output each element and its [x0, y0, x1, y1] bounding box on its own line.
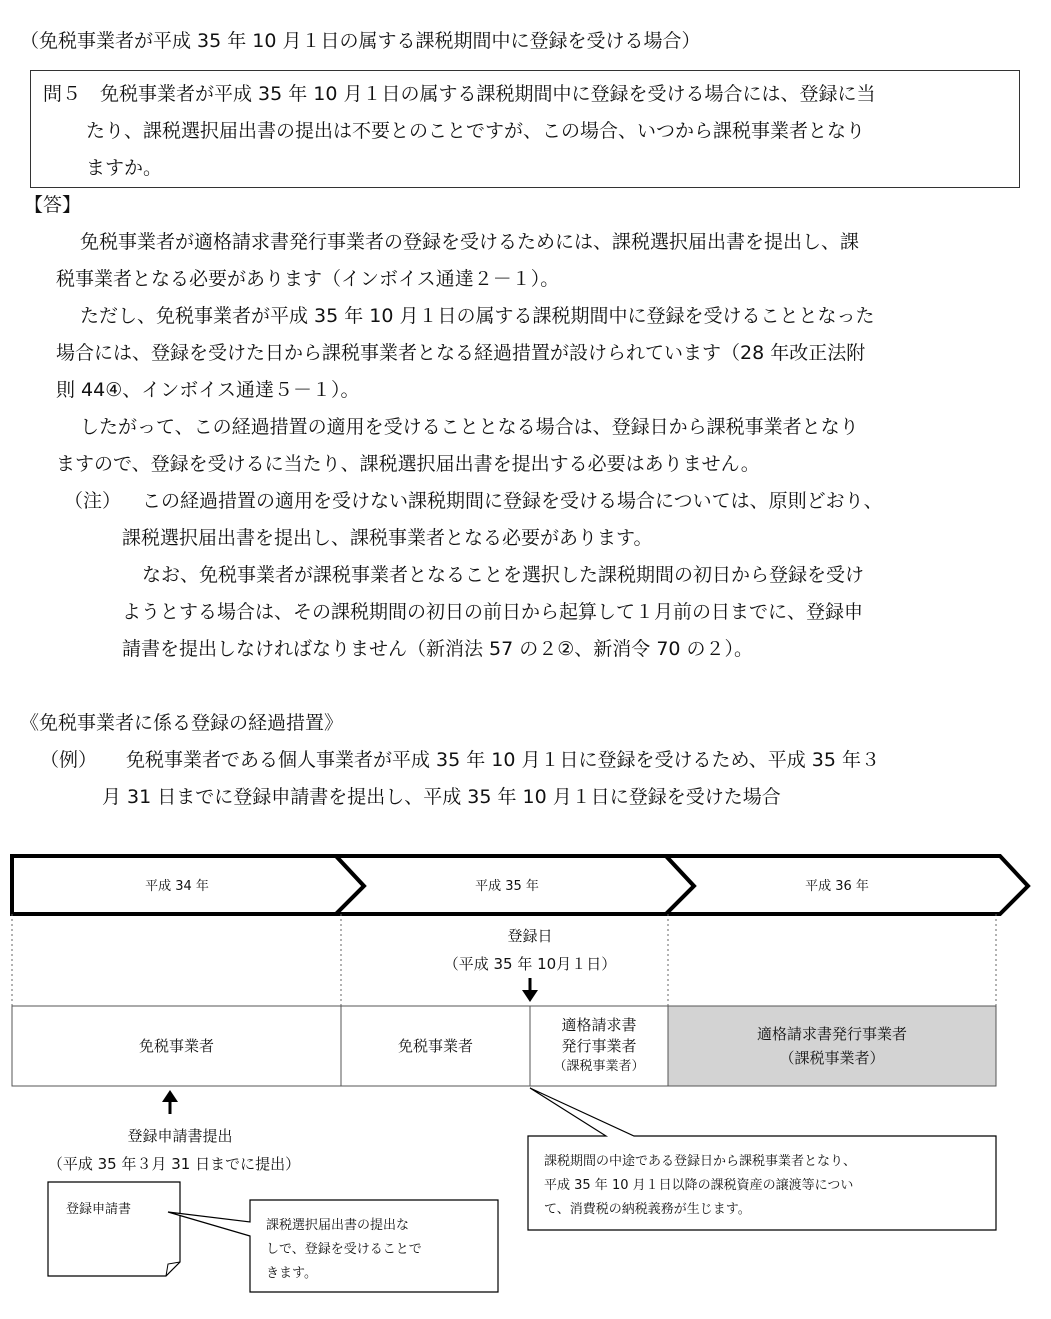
callout-right-line-1: 課税期間の中途である登録日から課税事業者となり、 — [544, 1154, 857, 1169]
note-2-line-1: なお、免税事業者が課税事業者となることを選択した課税期間の初日から登録を受け — [142, 564, 865, 586]
reg-day-label: 登録日 — [507, 927, 553, 945]
callout-right-line-2: 平成 35 年 10 月１日以降の課税資産の譲渡等につい — [544, 1178, 854, 1193]
callout-left-line-2: しで、登録を受けることで — [266, 1242, 422, 1257]
callout-left-line-3: きます。 — [266, 1266, 317, 1281]
year-label-2: 平成 35 年 — [475, 879, 539, 894]
answer-p2-line-2: 場合には、登録を受けた日から課税事業者となる経過措置が設けられています（28 年改正法附 — [56, 342, 866, 364]
answer-p1-line-1: 免税事業者が適格請求書発行事業者の登録を受けるためには、課税選択届出書を提出し、課 — [80, 231, 860, 253]
answer-p2-line-3: 則 44④、インボイス通達５－１）。 — [56, 379, 360, 401]
answer-p3-line-2: ますので、登録を受けるに当たり、課税選択届出書を提出する必要はありません。 — [56, 453, 760, 475]
note-2-line-3: 請書を提出しなければなりません（新消法 57 の２②、新消令 70 の２）。 — [122, 638, 754, 660]
page-heading: （免税事業者が平成 35 年 10 月１日の属する課税期間中に登録を受ける場合） — [20, 30, 701, 52]
status-qualified-line-3: （課税事業者） — [553, 1059, 645, 1074]
answer-label: 【答】 — [24, 194, 82, 216]
example-label: （例） — [40, 749, 98, 771]
status-issuer-line-2: （課税事業者） — [779, 1049, 885, 1067]
callout-left-text — [266, 1214, 422, 1286]
year-label-1: 平成 34 年 — [145, 879, 209, 894]
note-1-line-2: 課税選択届出書を提出し、課税事業者となる必要があります。 — [122, 527, 653, 549]
note-label: （注） — [64, 490, 122, 512]
submit-date: （平成 35 年３月 31 日までに提出） — [47, 1155, 301, 1173]
example-line-2: 月 31 日までに登録申請書を提出し、平成 35 年 10 月１日に登録を受けた場合 — [102, 786, 781, 808]
example-line-1: 免税事業者である個人事業者が平成 35 年 10 月１日に登録を受けるため、平成 35 年３ — [126, 749, 881, 771]
question-line-3: ますか。 — [86, 157, 163, 179]
answer-p1-line-2: 税事業者となる必要があります（インボイス通達２－１）。 — [56, 268, 560, 290]
status-exempt-2: 免税事業者 — [397, 1037, 473, 1055]
status-issuer — [668, 1006, 996, 1086]
status-qualified-line-2: 発行事業者 — [561, 1037, 637, 1055]
status-qualified — [530, 1006, 668, 1086]
submit-label: 登録申請書提出 — [127, 1127, 233, 1145]
callout-left-line-1: 課税選択届出書の提出な — [266, 1218, 410, 1233]
document-label: 登録申請書 — [66, 1202, 132, 1217]
answer-p3-line-1: したがって、この経過措置の適用を受けることとなる場合は、登録日から課税事業者となり — [80, 416, 859, 438]
callout-right-line-3: て、消費税の納税義務が生じます。 — [544, 1202, 751, 1217]
down-arrow-icon — [522, 990, 538, 1002]
section-title: 《免税事業者に係る登録の経過措置》 — [20, 712, 344, 734]
status-issuer-line-1: 適格請求書発行事業者 — [756, 1025, 907, 1043]
answer-p2-line-1: ただし、免税事業者が平成 35 年 10 月１日の属する課税期間中に登録を受けることとなった — [80, 305, 875, 327]
question-line-2: たり、課税選択届出書の提出は不要とのことですが、この場合、いつから課税事業者となり — [86, 120, 866, 142]
year-label-3: 平成 36 年 — [805, 879, 869, 894]
note-2-line-2: ようとする場合は、その課税期間の初日の前日から起算して１月前の日までに、登録申 — [122, 601, 864, 623]
reg-day-date: （平成 35 年 10月１日） — [443, 955, 617, 973]
callout-right-text — [544, 1150, 856, 1222]
question-line-1: 問５ 免税事業者が平成 35 年 10 月１日の属する課税期間中に登録を受ける場合には、登録に当 — [43, 83, 876, 105]
status-qualified-line-1: 適格請求書 — [561, 1016, 637, 1034]
document-icon — [48, 1182, 180, 1276]
note-1-line-1: この経過措置の適用を受けない課税期間に登録を受ける場合については、原則どおり、 — [142, 490, 883, 512]
status-exempt-1: 免税事業者 — [138, 1037, 214, 1055]
